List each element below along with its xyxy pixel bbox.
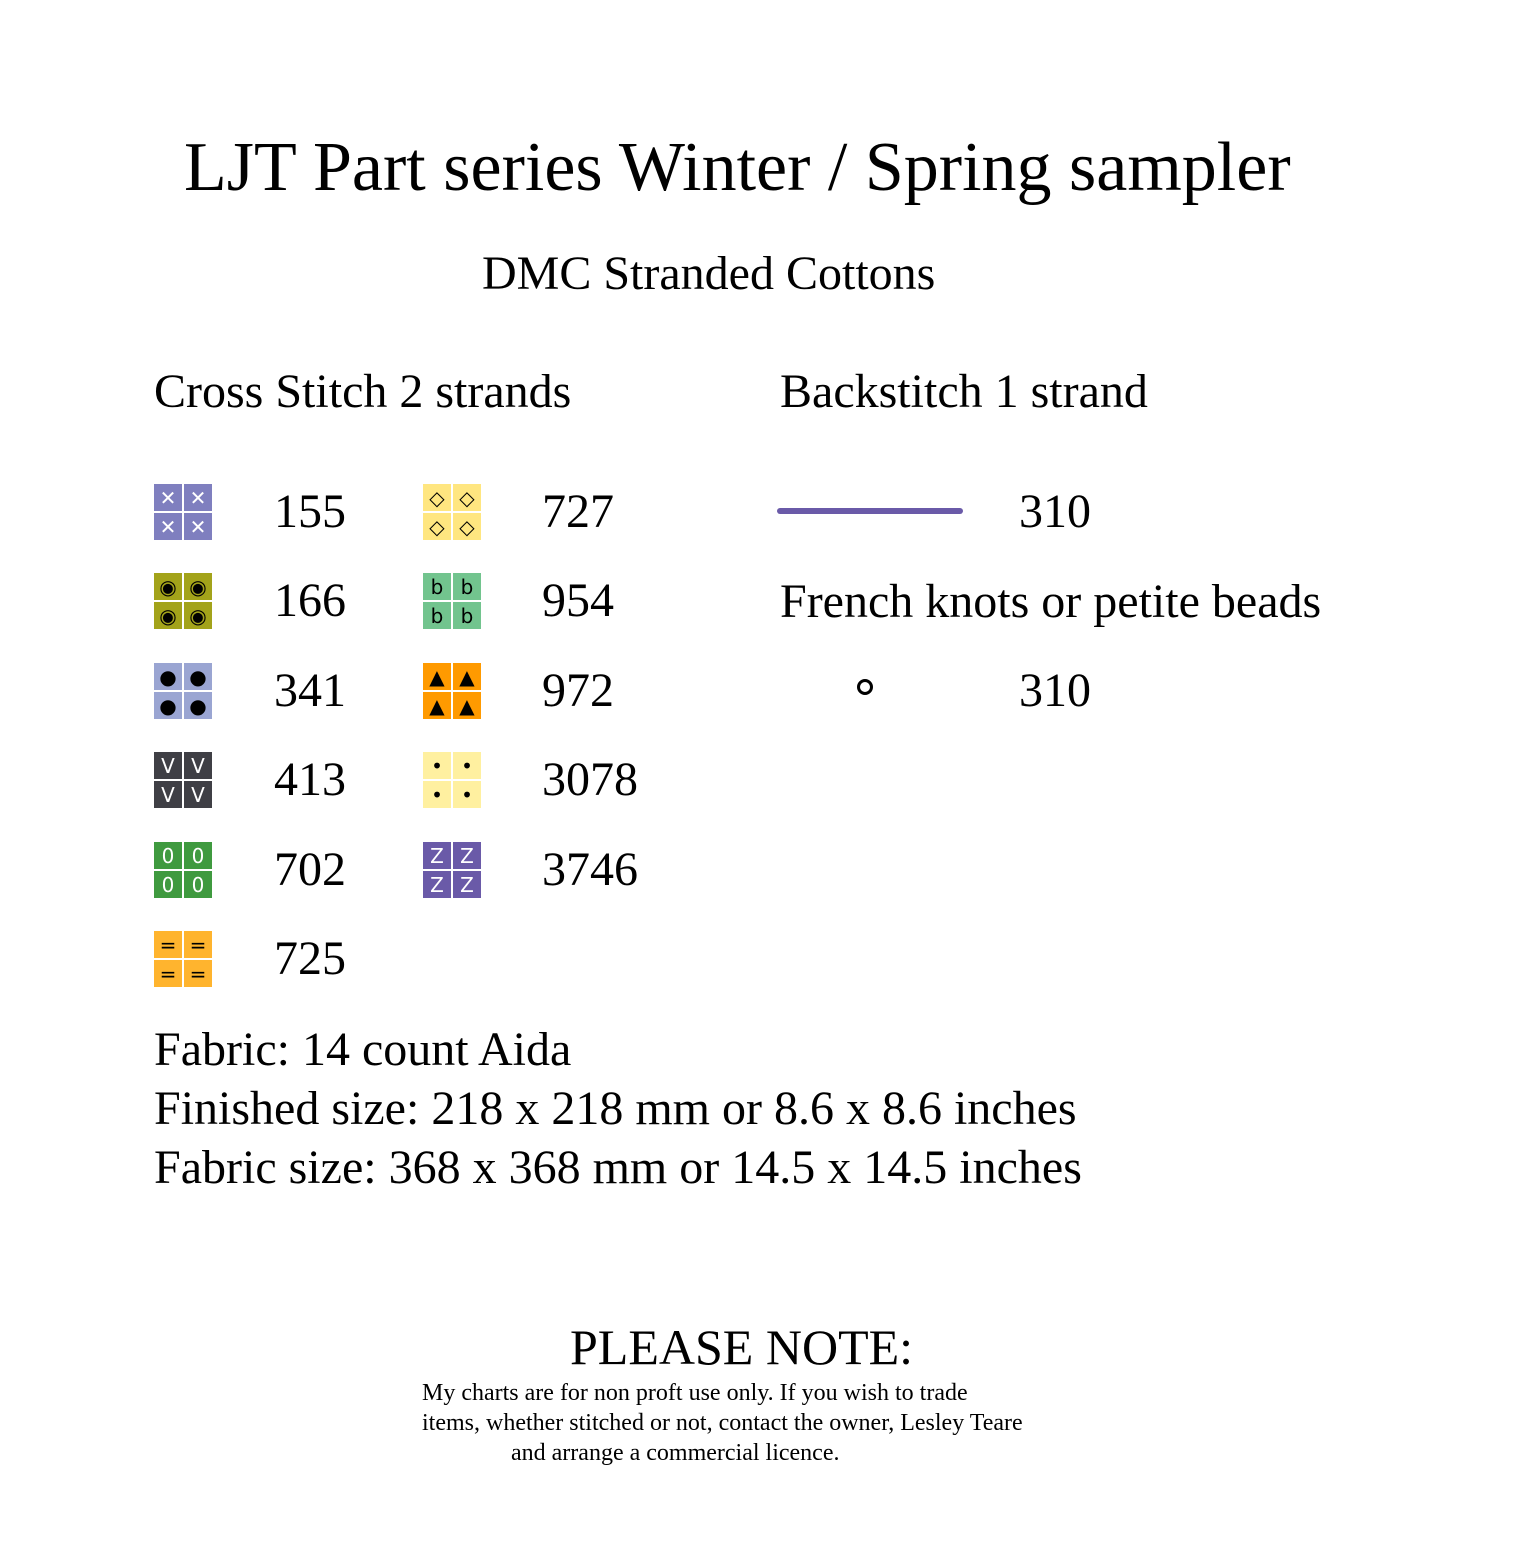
swatch-symbol: ◉ xyxy=(154,602,182,629)
swatch-symbol: ✕ xyxy=(184,513,212,540)
swatch-symbol: b xyxy=(423,602,451,629)
swatch-symbol: ✕ xyxy=(154,513,182,540)
swatch-413 xyxy=(154,752,212,808)
swatch-symbol: ● xyxy=(154,692,182,719)
swatch-symbol: V xyxy=(154,781,182,808)
swatch-3746 xyxy=(423,842,481,898)
swatch-symbol: b xyxy=(453,573,481,600)
french-knots-heading: French knots or petite beads xyxy=(780,575,1322,628)
swatch-symbol: ● xyxy=(184,692,212,719)
swatch-3078 xyxy=(423,752,481,808)
thread-code: 972 xyxy=(542,664,614,717)
swatch-symbol: = xyxy=(184,960,212,987)
swatch-symbol: ▲ xyxy=(453,663,481,690)
thread-code: 954 xyxy=(542,574,614,627)
swatch-symbol: Z xyxy=(453,842,481,869)
fabric-type: Fabric: 14 count Aida xyxy=(154,1023,572,1076)
swatch-symbol: ◉ xyxy=(184,602,212,629)
swatch-symbol: • xyxy=(423,781,451,808)
swatch-symbol: V xyxy=(184,752,212,779)
swatch-symbol: • xyxy=(453,752,481,779)
page-subtitle: DMC Stranded Cottons xyxy=(482,247,936,300)
swatch-702 xyxy=(154,842,212,898)
swatch-symbol: ▲ xyxy=(423,663,451,690)
swatch-symbol: V xyxy=(154,752,182,779)
note-line-2: items, whether stitched or not, contact the owner, Lesley Teare xyxy=(422,1410,1023,1436)
swatch-symbol: = xyxy=(154,931,182,958)
thread-code: 702 xyxy=(274,843,346,896)
note-title: PLEASE NOTE: xyxy=(570,1319,914,1375)
swatch-symbol: = xyxy=(154,960,182,987)
swatch-symbol: ◉ xyxy=(154,573,182,600)
french-knot-icon xyxy=(857,679,873,695)
thread-code: 727 xyxy=(542,485,614,538)
swatch-symbol: Z xyxy=(423,871,451,898)
note-line-3: and arrange a commercial licence. xyxy=(511,1440,840,1466)
swatch-symbol: b xyxy=(423,573,451,600)
thread-code: 166 xyxy=(274,574,346,627)
swatch-symbol: ◉ xyxy=(184,573,212,600)
backstitch-code: 310 xyxy=(1019,485,1091,538)
swatch-727 xyxy=(423,484,481,540)
swatch-symbol: V xyxy=(184,781,212,808)
swatch-symbol: ● xyxy=(184,663,212,690)
swatch-symbol: 0 xyxy=(184,871,212,898)
swatch-symbol: Z xyxy=(423,842,451,869)
swatch-symbol: 0 xyxy=(184,842,212,869)
cross-stitch-heading: Cross Stitch 2 strands xyxy=(154,365,572,418)
thread-code: 155 xyxy=(274,485,346,538)
thread-code: 413 xyxy=(274,753,346,806)
swatch-symbol: Z xyxy=(453,871,481,898)
french-knot-code: 310 xyxy=(1019,664,1091,717)
swatch-954 xyxy=(423,573,481,629)
swatch-972 xyxy=(423,663,481,719)
swatch-symbol: ▲ xyxy=(423,692,451,719)
fabric-size: Fabric size: 368 x 368 mm or 14.5 x 14.5 inches xyxy=(154,1141,1082,1194)
swatch-symbol: ◇ xyxy=(423,513,451,540)
swatch-symbol: 0 xyxy=(154,871,182,898)
note-line-1: My charts are for non proft use only. If you wish to trade xyxy=(422,1380,968,1406)
swatch-symbol: • xyxy=(423,752,451,779)
swatch-symbol: 0 xyxy=(154,842,182,869)
swatch-155 xyxy=(154,484,212,540)
swatch-341 xyxy=(154,663,212,719)
thread-code: 3746 xyxy=(542,843,638,896)
swatch-symbol: ◇ xyxy=(453,484,481,511)
finished-size: Finished size: 218 x 218 mm or 8.6 x 8.6 inches xyxy=(154,1082,1077,1135)
swatch-166 xyxy=(154,573,212,629)
swatch-symbol: ✕ xyxy=(184,484,212,511)
thread-code: 3078 xyxy=(542,753,638,806)
swatch-symbol: ● xyxy=(154,663,182,690)
page-title: LJT Part series Winter / Spring sampler xyxy=(184,129,1291,206)
backstitch-line-sample xyxy=(777,508,963,514)
thread-code: 341 xyxy=(274,664,346,717)
swatch-symbol: = xyxy=(184,931,212,958)
swatch-symbol: b xyxy=(453,602,481,629)
thread-code: 725 xyxy=(274,932,346,985)
backstitch-heading: Backstitch 1 strand xyxy=(780,365,1148,418)
swatch-symbol: ◇ xyxy=(453,513,481,540)
swatch-symbol: ◇ xyxy=(423,484,451,511)
swatch-symbol: • xyxy=(453,781,481,808)
swatch-symbol: ✕ xyxy=(154,484,182,511)
swatch-725 xyxy=(154,931,212,987)
swatch-symbol: ▲ xyxy=(453,692,481,719)
